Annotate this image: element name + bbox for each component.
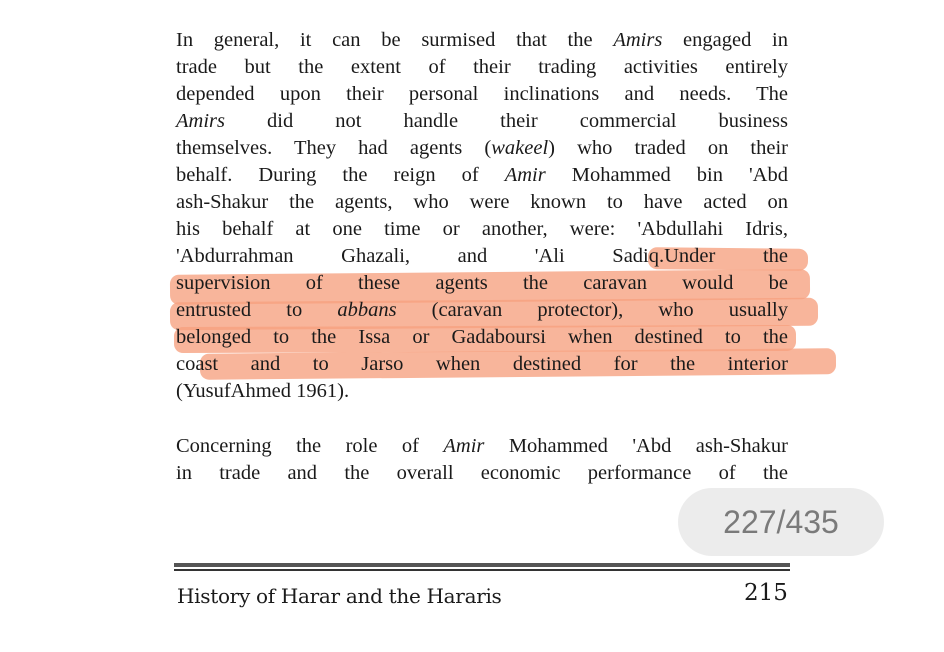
footer-book-title: History of Harar and the Hararis [177,584,502,608]
text-line: entrusted to abbans (caravan protector), who usually [176,299,788,321]
text-line: his behalf at one time or another, were: 'Abdullahi Idris, [176,218,788,240]
footer-rule-thin [174,569,790,571]
text-line: Amirs did not handle their commercial business [176,110,788,132]
italic-term: Amir [443,435,485,457]
text-line: In general, it can be surmised that the Amirs engaged in [176,29,789,51]
text-line: Concerning the role of Amir Mohammed 'Abd ash-Shakur [176,435,788,457]
text-line: belonged to the Issa or Gadaboursi when destined to the [176,326,788,348]
page-indicator-text: 227/435 [723,503,839,540]
italic-term: Amirs [176,110,225,132]
italic-term: abbans [337,299,397,321]
page-indicator-badge[interactable] [678,488,884,556]
text-line: in trade and the overall economic performance of the [176,462,788,484]
text-line: coast and to Jarso when destined for the interior [176,353,788,375]
italic-term: wakeel [491,137,549,159]
italic-term: Amir [504,164,546,186]
text-line: trade but the extent of their trading activities entirely [176,56,788,78]
italic-term: Amirs [613,29,663,51]
text-line: themselves. They had agents (wakeel) who traded on their [176,137,789,159]
text-line: depended upon their personal inclinations and needs. The [176,83,788,105]
text-line: behalf. During the reign of Amir Mohammed bin 'Abd [176,164,788,186]
text-line: supervision of these agents the caravan would be [176,272,788,294]
paragraph-2 [176,433,788,487]
paragraph-1 [176,27,788,405]
footer-page-number: 215 [744,580,788,606]
text-line: ash-Shakur the agents, who were known to have acted on [176,191,788,213]
footer-rule [174,563,790,567]
text-line: 'Abdurrahman Ghazali, and 'Ali Sadiq.Under the [176,245,788,267]
text-line: (YusufAhmed 1961). [176,380,350,402]
